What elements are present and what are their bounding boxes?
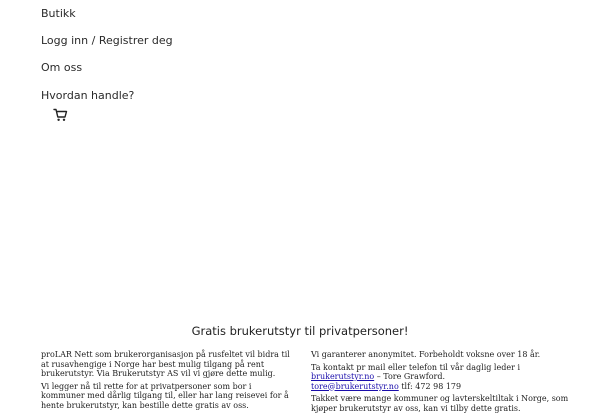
- anonymity-paragraph: Vi garanterer anonymitet. Forbeholdt voksne over 18 år.: [311, 350, 541, 359]
- nav-item-om-oss[interactable]: Om oss: [41, 61, 83, 74]
- contact-paragraph: [311, 363, 569, 392]
- phone-number: tlf: 472 98 179: [401, 381, 462, 391]
- contact-suffix: – Tore Grawford.: [376, 372, 445, 381]
- intro-column-left: [41, 350, 293, 413]
- shopping-cart-icon[interactable]: [53, 108, 68, 122]
- email-link[interactable]: tore@brukerutstyr.no: [311, 381, 399, 391]
- page-headline: Gratis brukerutstyr til privatpersoner!: [191, 324, 409, 338]
- nav-item-butikk[interactable]: Butikk: [41, 7, 76, 20]
- brukerutstyr-link[interactable]: brukerutstyr.no: [311, 372, 375, 381]
- thanks-paragraph: Takket være mange kommuner og lavterskeltiltak i Norge, som kjøper brukerutstyr av oss, kan vi tilby dette gratis.: [311, 394, 569, 413]
- nav-item-login-register[interactable]: Logg inn / Registrer deg: [41, 34, 173, 47]
- intro-paragraph-1: proLAR Nett som brukerorganisasjon på rusfeltet vil bidra til at rusavhengige i Norge har best mulig tilgang på rent brukerutstyr. Via Brukerutstyr AS vil vi gjøre dette mulig.: [41, 350, 290, 378]
- nav-item-hvordan-handle[interactable]: Hvordan handle?: [41, 89, 135, 102]
- contact-prefix: Ta kontakt pr mail eller telefon til vår daglig leder i: [311, 362, 521, 372]
- intro-paragraph-2: Vi legger nå til rette for at privatpersoner som bor i kommuner med dårlig tilgang til, eller har lang reisevei for å hente brukerutstyr, kan bestille dette gratis av oss.: [41, 381, 289, 410]
- info-column-right: [311, 350, 569, 416]
